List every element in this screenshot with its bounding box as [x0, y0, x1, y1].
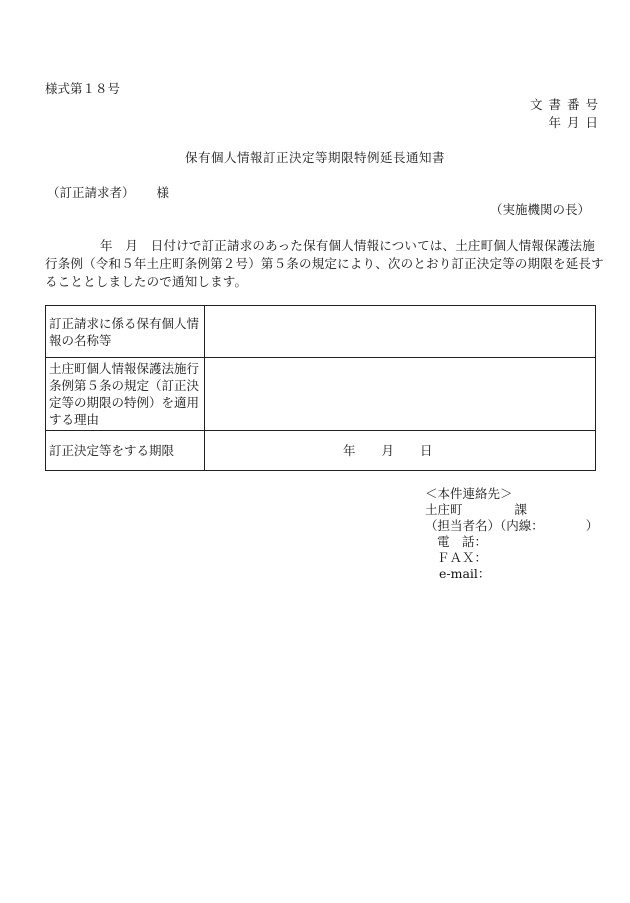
table-row [46, 306, 596, 358]
contact-heading: ＜本件連絡先＞ [425, 486, 513, 501]
row-label-info-name: 訂正請求に係る保有個人情報の名称等 [46, 306, 205, 358]
info-table [45, 305, 596, 471]
date-label: 年月日 [548, 115, 604, 130]
contact-person [425, 518, 598, 534]
requester-label: （訂正請求者） [47, 185, 135, 200]
row-label-reason: 土庄町個人情報保護法施行条例第５条の規定（訂正決定等の期限の特例）を適用する理由 [46, 358, 205, 431]
contact-phone: 電 話： [437, 534, 488, 549]
contact-block [425, 486, 598, 582]
row-value-deadline [205, 431, 596, 471]
row-value-info-name [205, 306, 596, 358]
row-value-reason [205, 358, 596, 431]
form-number: 様式第１８号 [45, 81, 121, 96]
document-number-block [529, 96, 604, 132]
contact-email: e-mail： [439, 566, 491, 581]
body-paragraph: 年 月 日付けで訂正請求のあった保有個人情報については、土庄町個人情報保護法施行条例（令和５年土庄町条例第２号）第５条の規定により、次のとおり訂正決定等の期限を延長することとしましたので通知します。 [45, 238, 604, 289]
contact-dept-suffix: 課 [514, 502, 528, 517]
document-number-label: 文書番号 [529, 97, 604, 112]
contact-department [425, 502, 598, 518]
deadline-day: 日 [420, 443, 433, 458]
table-row [46, 431, 596, 471]
contact-person-close: ） [585, 518, 599, 533]
table-row [46, 358, 596, 431]
deadline-month: 月 [381, 443, 395, 458]
sender-line: （実施機関の長） [489, 202, 590, 217]
contact-fax: ＦＡＸ： [437, 550, 488, 565]
contact-person-label: （担当者名）（内線： [425, 518, 544, 533]
honorific: 様 [156, 185, 170, 200]
row-label-deadline: 訂正決定等をする期限 [46, 431, 205, 471]
contact-town: 土庄町 [425, 502, 463, 517]
deadline-year: 年 [343, 443, 356, 458]
addressee-line [47, 183, 169, 201]
document-title: 保有個人情報訂正決定等期限特例延長通知書 [184, 150, 445, 165]
